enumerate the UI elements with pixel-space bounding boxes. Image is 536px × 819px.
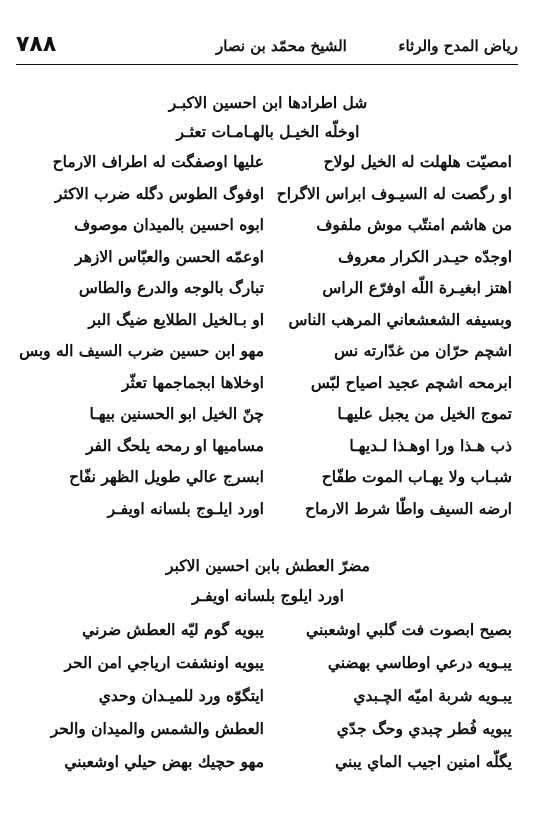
first-hemistich: اهتز ابغيـرة اللّه اوفرّع الراس (322, 278, 512, 297)
first-hemistich: يگلّه امنين اجيب الماي يبني (335, 752, 512, 771)
first-hemistich: يبـويه شربة اميّه الچـبدي (353, 686, 512, 705)
second-hemistich: مهو حچيك بهض حيلي اوشعبني (64, 752, 264, 771)
first-hemistich: وبسيفه الشعشعاني المرهب الناس (288, 309, 512, 329)
poem-couplet (0, 310, 536, 340)
poem-couplet (0, 341, 536, 371)
poem-couplet (0, 247, 536, 277)
poem-couplet (0, 152, 536, 182)
poem-couplet (0, 719, 536, 749)
first-hemistich: امصيّت هلهلت له الخيل لولاح (323, 152, 512, 171)
poem-couplet (0, 620, 536, 650)
first-hemistich: ذب هـذا ورا اوهـذا لـديهـا (349, 435, 512, 455)
second-hemistich: چنّ الخيل ابو الحسنين بيهـا (89, 404, 264, 423)
intro-line-2: اوخلّه الخيـل بالهـامـات تعثـر (176, 122, 360, 141)
first-hemistich: اوجدّه حيـدر الكرار معروف (337, 246, 512, 266)
first-hemistich: يبـويه درعي اوطاسي بهضني (327, 653, 512, 672)
poem-couplet (0, 373, 536, 403)
intro-line-1: شل اطرادها ابن احسين الاكبـر (168, 93, 368, 112)
first-hemistich: يبويه فُطر چبدي وحگ جدّي (336, 719, 512, 738)
page-number: ٧٨٨ (16, 32, 57, 57)
page-header (16, 34, 518, 58)
poem-couplet (0, 653, 536, 683)
second-hemistich: العطش والشمس والميدان والحر (50, 719, 264, 738)
poem-couplet (0, 436, 536, 466)
second-hemistich: اوعمّه الحسن والعبّاس الازهر (75, 246, 264, 266)
middle-line-1: مضرّ العطش بابن احسين الاكبر (166, 556, 370, 575)
second-hemistich: اورد ايلـوج بلسانه اويفـر (107, 498, 264, 518)
author-name: الشيخ محمّد بن نصار (216, 37, 347, 55)
second-hemistich: ايتگوّه ورد للميـدان وحدي (98, 686, 264, 705)
second-hemistich: عليها اوصفگت له اطراف الارماح (52, 152, 264, 171)
second-hemistich: او بـالخيل الطلايع ضيگ البر (88, 309, 264, 329)
header-rule (16, 64, 518, 65)
poem-couplet (0, 215, 536, 245)
second-hemistich: يبويه اونشفت ارياجي امن الحر (64, 653, 264, 672)
poem-couplet (0, 752, 536, 782)
second-hemistich: اوخلاها ابجماجمها تعثّر (121, 372, 264, 392)
poem-couplet (0, 404, 536, 434)
second-hemistich: ابسرج عالي طويل الظهر نفّاح (69, 467, 264, 486)
poem-couplet (0, 686, 536, 716)
first-hemistich: بصيح ابصوت فت گلبي اوشعبني (306, 620, 512, 639)
second-hemistich: ابوه احسين بالميدان موصوف (74, 215, 264, 234)
poem-couplet (0, 499, 536, 529)
first-hemistich: او رگصت له السيـوف ابراس الاگراح (276, 183, 512, 203)
poem-couplet (0, 467, 536, 497)
first-hemistich: ابرمحه اشچم عجيد اصياح لبّس (310, 372, 512, 392)
book-title: رياض المدح والرثاء (398, 37, 518, 55)
first-hemistich: اشچم حرّان من غدّارته نس (334, 341, 512, 360)
middle-line-2: اورد ايلوج بلسانه اويفـر (192, 586, 344, 605)
first-hemistich: ارضه السيف واطّا شرط الارماح (305, 498, 512, 518)
second-hemistich: مساميها او رمحه يلحگ الفر (86, 435, 264, 455)
first-hemistich: تموج الخيل من يجبل عليهـا (337, 404, 512, 423)
second-hemistich: مهو ابن حسين ضرب السيف اله وبس (19, 341, 264, 360)
second-hemistich: تبارگ بالوجه والدرع والطاس (78, 278, 264, 297)
poem-couplet (0, 184, 536, 214)
first-hemistich: شبـاب ولا يهـاب الموت طفّاح (321, 467, 512, 486)
first-hemistich: من هاشم امنتّب موش ملفوف (316, 215, 512, 234)
second-hemistich: يبويه گوم ليّه العطش ضرني (82, 620, 264, 639)
poem-couplet (0, 278, 536, 308)
second-hemistich: اوفوگ الطوس دگله ضرب الاكثر (54, 183, 264, 203)
